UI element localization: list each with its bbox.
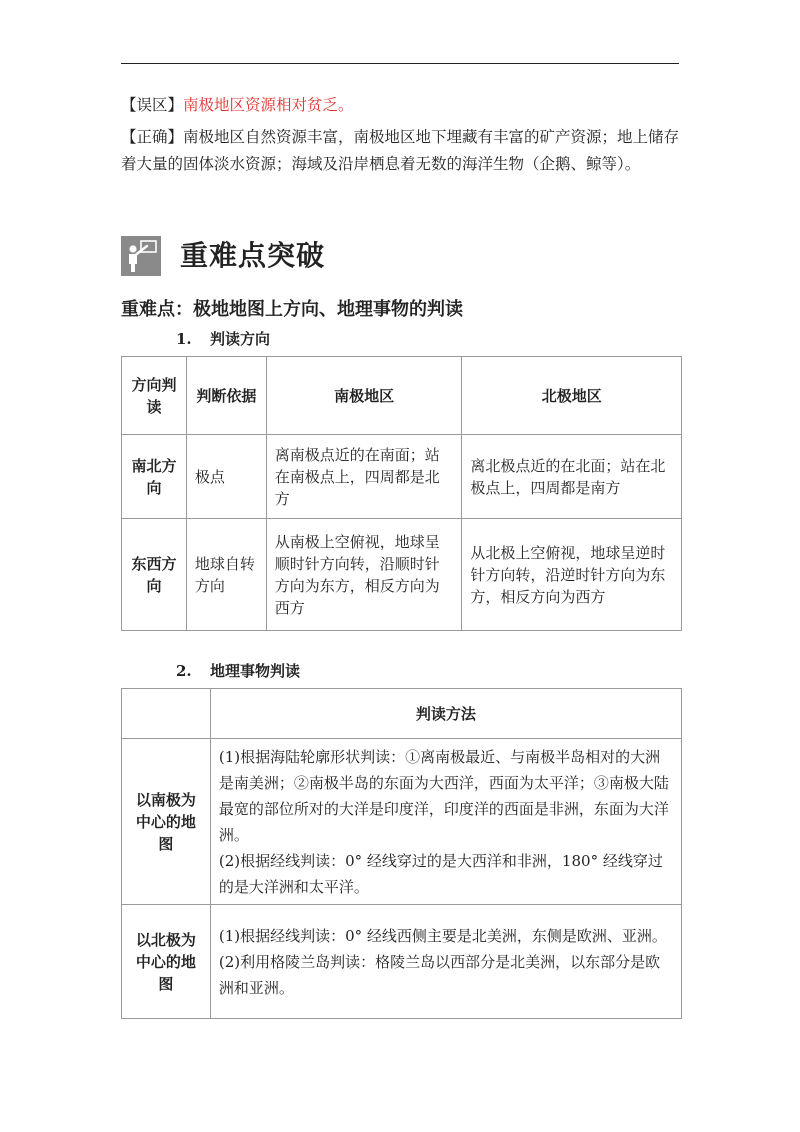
table-cell: 离北极点近的在北面；站在北极点上，四周都是南方: [462, 435, 682, 519]
features-table: [121, 688, 682, 1019]
table-cell: 从北极上空俯视，地球呈逆时针方向转，沿逆时针方向为东方，相反方向为西方: [462, 519, 682, 631]
row-header-cell: 东西方向: [122, 519, 187, 631]
row-header-cell: 以南极为中心的地图: [122, 739, 211, 905]
part1-title: 判读方向: [210, 330, 271, 348]
header-rule: [121, 63, 679, 64]
row-header-cell: 南北方向: [122, 435, 187, 519]
table-cell: [210, 739, 681, 905]
table-header-row: [122, 689, 682, 739]
misconception-text: 南极地区资源相对贫乏。: [183, 96, 354, 114]
misconception-paragraph: [121, 92, 681, 119]
part1-number: 1.: [176, 330, 192, 348]
correct-tag: 【正确】: [121, 128, 184, 146]
table-row: [122, 739, 682, 905]
table-header-cell: 南极地区: [266, 357, 462, 435]
table-header-row: [122, 357, 682, 435]
method-line: (1)根据经线判读：0° 经线西侧主要是北美洲，东侧是欧洲、亚洲。: [218, 926, 667, 945]
table-header-cell: 方向判读: [122, 357, 187, 435]
misconception-tag: 【误区】: [121, 96, 184, 114]
section-title: 重难点突破: [180, 239, 326, 272]
correct-text: 南极地区自然资源丰富，南极地区地下埋藏有丰富的矿产资源；地上储存着大量的固体淡水资源；海域及沿岸栖息着无数的海洋生物（企鹅、鲸等）。: [121, 128, 680, 173]
table-cell: 离南极点近的在南面；站在南极点上，四周都是北方: [266, 435, 462, 519]
table-row: [122, 435, 682, 519]
part2-number: 2.: [176, 662, 192, 680]
teacher-pointing-icon: [121, 236, 161, 276]
table-row: [122, 905, 682, 1019]
table-header-cell: 判读方法: [210, 689, 681, 739]
table-cell: 极点: [186, 435, 266, 519]
part2-heading: [176, 659, 300, 683]
table-header-cell: [122, 689, 211, 739]
table-cell: 从南极上空俯视，地球呈顺时针方向转，沿顺时针方向为东方，相反方向为西方: [266, 519, 462, 631]
table-row: [122, 519, 682, 631]
part1-heading: [176, 327, 270, 351]
correct-paragraph: [121, 124, 681, 178]
key-point-heading: 重难点：极地地图上方向、地理事物的判读: [121, 299, 463, 320]
table-cell: 地球自转方向: [186, 519, 266, 631]
method-line: (2)利用格陵兰岛判读：格陵兰岛以西部分是北美洲，以东部分是欧洲和亚洲。: [218, 952, 661, 997]
part2-title: 地理事物判读: [210, 662, 301, 680]
row-header-cell: 以北极为中心的地图: [122, 905, 211, 1019]
table-header-cell: 判断依据: [186, 357, 266, 435]
table-header-cell: 北极地区: [462, 357, 682, 435]
method-line: (2)根据经线判读：0° 经线穿过的是大西洋和非洲，180° 经线穿过的是大洋洲和太平洋。: [218, 851, 663, 896]
method-line: (1)根据海陆轮廓形状判读：①离南极最近、与南极半岛相对的大洲是南美洲；②南极半岛的东面为大西洋，西面为太平洋；③南极大陆最宽的部位所对的大洋是印度洋，印度洋的西面是非洲，东面为大洋洲。: [218, 747, 669, 844]
table-cell: [210, 905, 681, 1019]
direction-table: [121, 356, 682, 631]
